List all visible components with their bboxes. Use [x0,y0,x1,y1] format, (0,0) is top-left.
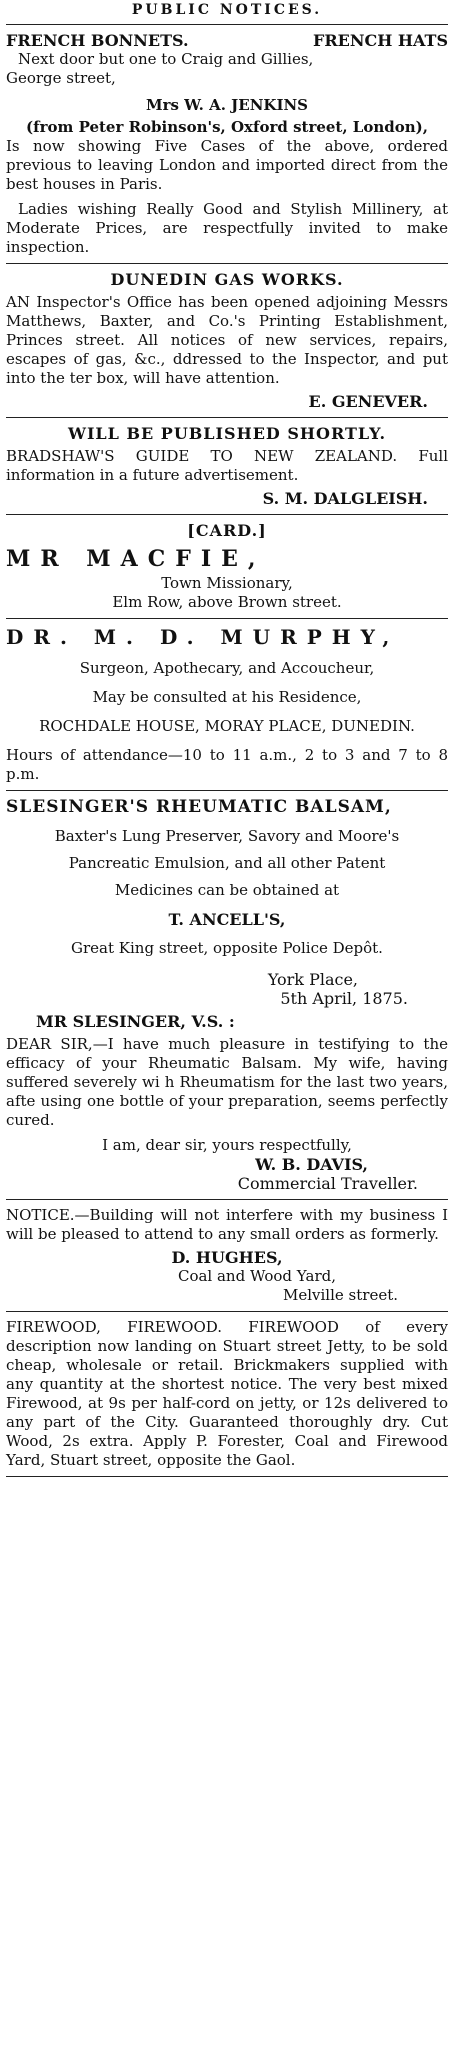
notice-name: Mrs W. A. JENKINS [145,96,309,114]
letter-date: 5th April, 1875. [280,989,408,1008]
divider [6,24,448,25]
notice-line: Melville street. [283,1286,398,1304]
page-title: PUBLIC NOTICES. [131,2,323,18]
notice-line: Elm Row, above Brown street. [112,593,342,611]
notice-title: WILL BE PUBLISHED SHORTLY. [67,424,387,443]
notice-body: Is now showing Five Cases of the above, ordered previous to leaving London and imported direct from the best houses in Paris. [6,137,448,193]
notice-line: Coal and Wood Yard, [177,1267,337,1285]
notice-address: Great King street, opposite Police Depôt. [71,939,383,957]
notice-name: DR. M. D. MURPHY, [6,625,400,649]
notice-name: T. ANCELL'S, [168,910,286,929]
notice-line: Pancreatic Emulsion, and all other Patent [68,854,386,872]
notice-title: DUNEDIN GAS WORKS. [110,270,344,289]
notice-body-2: Ladies wishing Really Good and Stylish Millinery, at Moderate Prices, are respectfully invited to make inspection. [6,200,448,256]
notice-name: MR MACFIE, [6,546,266,572]
letter-closing: I am, dear sir, yours respectfully, [102,1136,352,1154]
notice-line: George street, [6,69,116,87]
notice-body: Hours of attendance—10 to 11 a.m., 2 to 3 and 7 to 8 p.m. [6,746,448,783]
notice-name: D. HUGHES, [171,1248,283,1267]
divider [6,618,448,619]
notice-line: Surgeon, Apothecary, and Accoucheur, [79,659,375,677]
divider [6,417,448,418]
notice-title: [CARD.] [187,521,267,540]
notice-signature: E. GENEVER. [308,392,428,411]
notice-hughes [6,1206,448,1305]
letter-place: York Place, [267,970,358,989]
notice-body: FIREWOOD, FIREWOOD. FIREWOOD of every description now landing on Stuart street Jetty, to be sold cheap, wholesale or retail. Brickmakers supplied with any quantity at the shortest notice. The very best mixed Firewood, at 9s per half-cord on jetty, or 12s delivered to any part of the City. Guaranteed thoroughly dry. Cut Wood, 2s extra. Apply P. Forester, Coal and Firewood Yard, Stuart street, opposite the Gaol. [6,1318,448,1469]
notice-title: SLESINGER'S RHEUMATIC BALSAM, [6,797,392,817]
notice-line: Town Missionary, [161,574,293,592]
notice-body: NOTICE.—Building will not interfere with my business I will be pleased to attend to any small orders as formerly. [6,1206,448,1243]
notice-card [6,521,448,612]
notice-line: ROCHDALE HOUSE, MORAY PLACE, DUNEDIN. [39,717,415,735]
notice-heading: FRENCH BONNETS. [6,31,189,50]
divider [6,1311,448,1312]
notice-line: Baxter's Lung Preserver, Savory and Moore's [54,827,400,845]
notice-line: Medicines can be obtained at [114,881,340,899]
notice-french-bonnets [6,31,448,257]
notice-published-shortly [6,424,448,508]
divider [6,790,448,791]
notice-heading-2: FRENCH HATS [312,31,448,50]
divider [6,1199,448,1200]
notice-gas-works [6,270,448,411]
notice-body: BRADSHAW'S GUIDE TO NEW ZEALAND. Full information in a future advertisement. [6,447,448,484]
notice-body: DEAR SIR,—I have much pleasure in testifying to the efficacy of your Rheumatic Balsam. My wife, having suffered severely wi h Rheumatism for the last two years, afte using one bottle of your preparation, seems perfectly cured. [6,1035,448,1129]
divider [6,514,448,515]
notice-line: May be consulted at his Residence, [92,688,362,706]
notice-signature-2: Commercial Traveller. [237,1174,418,1193]
notice-from: (from Peter Robinson's, Oxford street, London), [26,118,428,136]
divider [6,1476,448,1477]
notice-line: Next door but one to Craig and Gillies, [18,50,314,68]
notice-firewood [6,1318,448,1470]
notice-murphy [6,625,448,784]
notice-slesinger [6,797,448,1193]
notice-body: AN Inspector's Office has been opened adjoining Messrs Matthews, Baxter, and Co.'s Printing Establishment, Princes street. All notices of new services, repairs, escapes of gas, &c., ddressed to the Inspector, and put into the ter box, will have attention. [6,293,448,387]
letter-salutation: MR SLESINGER, V.S. : [36,1012,235,1031]
divider [6,263,448,264]
notice-signature: W. B. DAVIS, [255,1155,368,1174]
notice-signature: S. M. DALGLEISH. [262,489,428,508]
